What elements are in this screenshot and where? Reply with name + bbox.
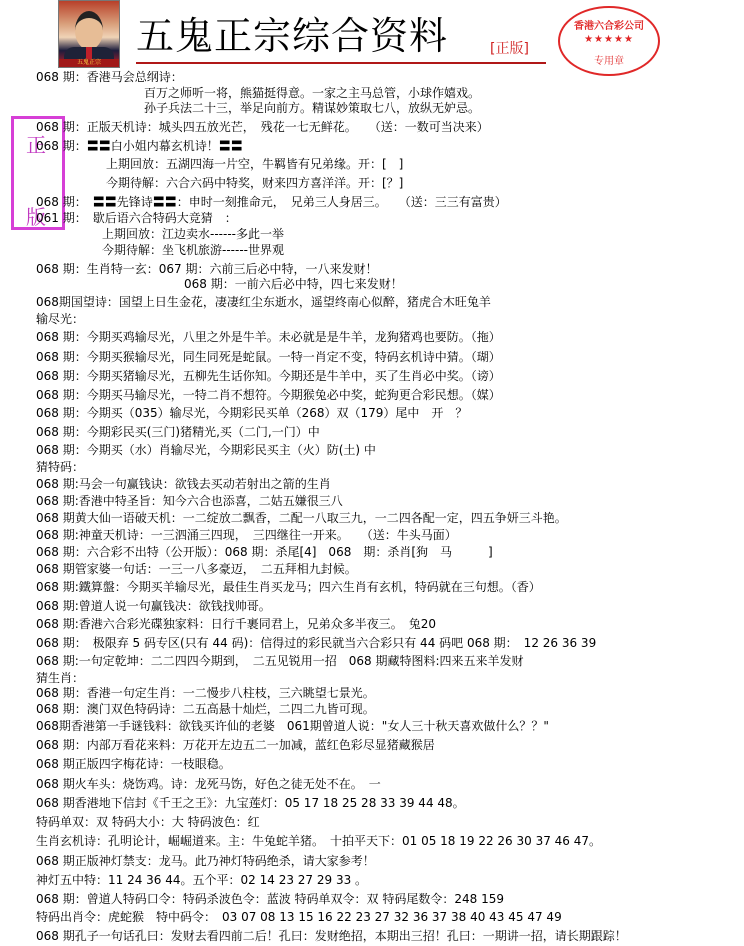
edition-badge: [正版]: [490, 41, 529, 57]
text-line: 068 期：今期买（035）输尽光，今期彩民买单（268）双（179）尾中 开 ？: [36, 406, 468, 420]
text-line: 068 期：香港一句定生肖：一二慢步八柱枝，三六眺望七景光。: [36, 686, 375, 700]
text-line: 068 期：今期买马输尽光，一特二肖不想符。今期猴兔必中奖，蛇狗更合彩民想。（媒）: [36, 388, 501, 402]
text-line: 百万之师听一将，熊猫挺得意。一家之主马总管，小球作嬉戏。: [144, 86, 481, 100]
text-line: 068 期:曾道人说一句赢钱决：欲钱找帅哥。: [36, 599, 271, 613]
page-title: 五鬼正宗综合资料: [136, 14, 449, 58]
text-line: 068期香港第一手谜钱料：欲钱买许仙的老婆 061期曾道人说："女人三十秋天喜欢做什么？？": [36, 719, 549, 733]
text-line: 孙子兵法二十三，举足向前方。精谋妙策取七八，放纵无妒忌。: [144, 101, 481, 115]
text-line: 068 期正版神灯禁支：龙马。此乃神灯特码绝杀，请大家参考！: [36, 854, 375, 868]
text-line: 068期国望诗：国望上日生金花，凄凄红尘东逝水，遥望终南心似醉，猪虎合木旺兔羊: [36, 295, 491, 309]
text-line: 068 期：今期买猪输尽光，五柳先生话你知。今期还是牛羊中，买了生肖必中奖。（谤）: [36, 369, 501, 383]
text-line: 猜生肖：: [36, 671, 85, 685]
text-line: 猜特码：: [36, 460, 85, 474]
text-line: 068 期：一前六后必中特，四七来发财！: [184, 277, 403, 291]
text-line: 068 期：今期买猴输尽光，同生同死是蛇鼠。一特一肖定不变，特码玄机诗中猜。（瑚）: [36, 350, 501, 364]
text-line: 068 期管家婆一句话：一三一八多豪迈， 二五拜相九封候。: [36, 562, 357, 576]
text-line: 068 期：〓〓白小姐内幕玄机诗！〓〓: [36, 139, 243, 153]
text-line: 068 期:马会一句赢钱诀：欲钱去买动若射出之箭的生肖: [36, 477, 331, 491]
text-line: 上期回放：江边卖水------多此一举: [102, 227, 284, 241]
text-line: 特码出肖令：虎蛇猴 特中码令： 03 07 08 13 15 16 22 23 27 32 36 37 38 40 43 45 47 49: [36, 910, 562, 924]
text-line: 今期待解：坐飞机旅游------世界观: [102, 243, 284, 257]
text-line: 068 期火车头：烧饬鸡。诗：龙死马饬，好色之徒无处不在。 一: [36, 777, 381, 791]
text-line: 生肖玄机诗：孔明论计，崛崛道来。主：牛兔蛇羊猪。 十拍平天下：01 05 18 19 22 26 30 37 46 47。: [36, 834, 602, 848]
seal-arc-text: 香港六合彩公司: [574, 21, 644, 32]
text-line: 068 期：澳门双色特码诗：二五高悬十灿烂，二四二九皆可现。: [36, 702, 375, 716]
seal-subtitle: 专用章: [594, 56, 624, 67]
text-line: 068 期：正版天机诗：城头四五放光芒， 残花一七无鲜花。 （送：一数可当决来）: [36, 120, 489, 134]
text-line: 068 期：今期买鸡输尽光，八里之外是牛羊。未必就是是牛羊，龙狗猪鸡也要防。（拖）: [36, 330, 501, 344]
text-line: 068 期：今期彩民买(三门)猪精光,买（二门,一门）中: [36, 425, 320, 439]
text-line: 068 期： 极限弃 5 码专区(只有 44 码)：信得过的彩民就当六合彩只有 44 码吧 068 期： 12 26 36 39: [36, 636, 597, 650]
stamp-char-top: 正: [26, 133, 46, 157]
text-line: 068 期：生肖特一玄：067 期：六前三后必中特，一八来发财！: [36, 262, 378, 276]
text-line: 061 期： 歇后语六合特码大竞猜 ：: [36, 211, 237, 225]
text-line: 068 期:一句定乾坤：二二四四今期到， 二五见锐用一招 068 期藏特图料:四来五来羊发财: [36, 654, 524, 668]
text-line: 068 期香港地下信封《千王之王》：九宝莲灯：05 17 18 25 28 33 39 44 48。: [36, 796, 465, 810]
avatar-caption: 五鬼正宗: [59, 59, 119, 67]
seal-stars: ★★★★★: [584, 34, 634, 45]
text-line: 068 期：内部万看花来料：万花开左边五二一加减，蓝红色彩尽显猪藏猴居: [36, 738, 435, 752]
text-line: 068 期： 〓〓先锋诗〓〓：申时一刻推命元， 兄弟三人身居三。 （送：三三有富贵）: [36, 195, 507, 209]
text-line: 068 期:香港六合彩光碟独家料：日行千裹同君上，兄弟众多半夜三。 兔20: [36, 617, 437, 631]
text-line: 068 期：今期买（水）肖输尽光，今期彩民买主（火）防(土) 中: [36, 443, 376, 457]
text-line: 输尽光：: [36, 312, 85, 326]
text-line: 068 期正版四字梅花诗：一枝眼稳。: [36, 757, 231, 771]
text-line: 068 期:鐵算盤：今期买羊输尽光，最佳生肖买龙马；四六生肖有玄机，特码就在三句想。（香）: [36, 580, 541, 594]
stamp-char-bottom: 版: [26, 205, 46, 229]
text-line: 今期待解：六合六码中特奖，财来四方喜洋洋。开：[？]: [106, 176, 404, 190]
text-line: 068 期孔子一句话孔曰：发财去看四前二后！孔曰：发财绝招，本期出三招！孔曰：一期讲一招，请长期跟踪！: [36, 929, 627, 943]
text-line: 068 期：六合彩不出特（公开版）：068 期：杀尾[4] 068 期：杀肖[狗 马 ]: [36, 545, 493, 559]
text-line: 上期回放：五湖四海一片空，牛羁皆有兄弟缘。开：[ ]: [106, 157, 404, 171]
text-line: 068 期：香港马会总纲诗：: [36, 70, 183, 84]
text-line: 068 期:香港中特圣旨：知今六合也添喜，二姑五嫌很三八: [36, 494, 343, 508]
text-line: 068 期：曾道人特码口令：特码杀波色令：蓝波 特码单双令：双 特码尾数令：248 159: [36, 892, 504, 906]
text-line: 068 期黄大仙一语破天机：一二绽放二飘香，二配一八取三九，一二四各配一定，四五争妍三斗艳。: [36, 511, 567, 525]
text-line: 神灯五中特：11 24 36 44。五个平：02 14 23 27 29 33 。: [36, 873, 368, 887]
text-line: 068 期:神童天机诗：一三泗涌三四现， 三四继往一开来。 （送：牛头马面）: [36, 528, 457, 542]
text-line: 特码单双：双 特码大小：大 特码波色：红: [36, 815, 260, 829]
